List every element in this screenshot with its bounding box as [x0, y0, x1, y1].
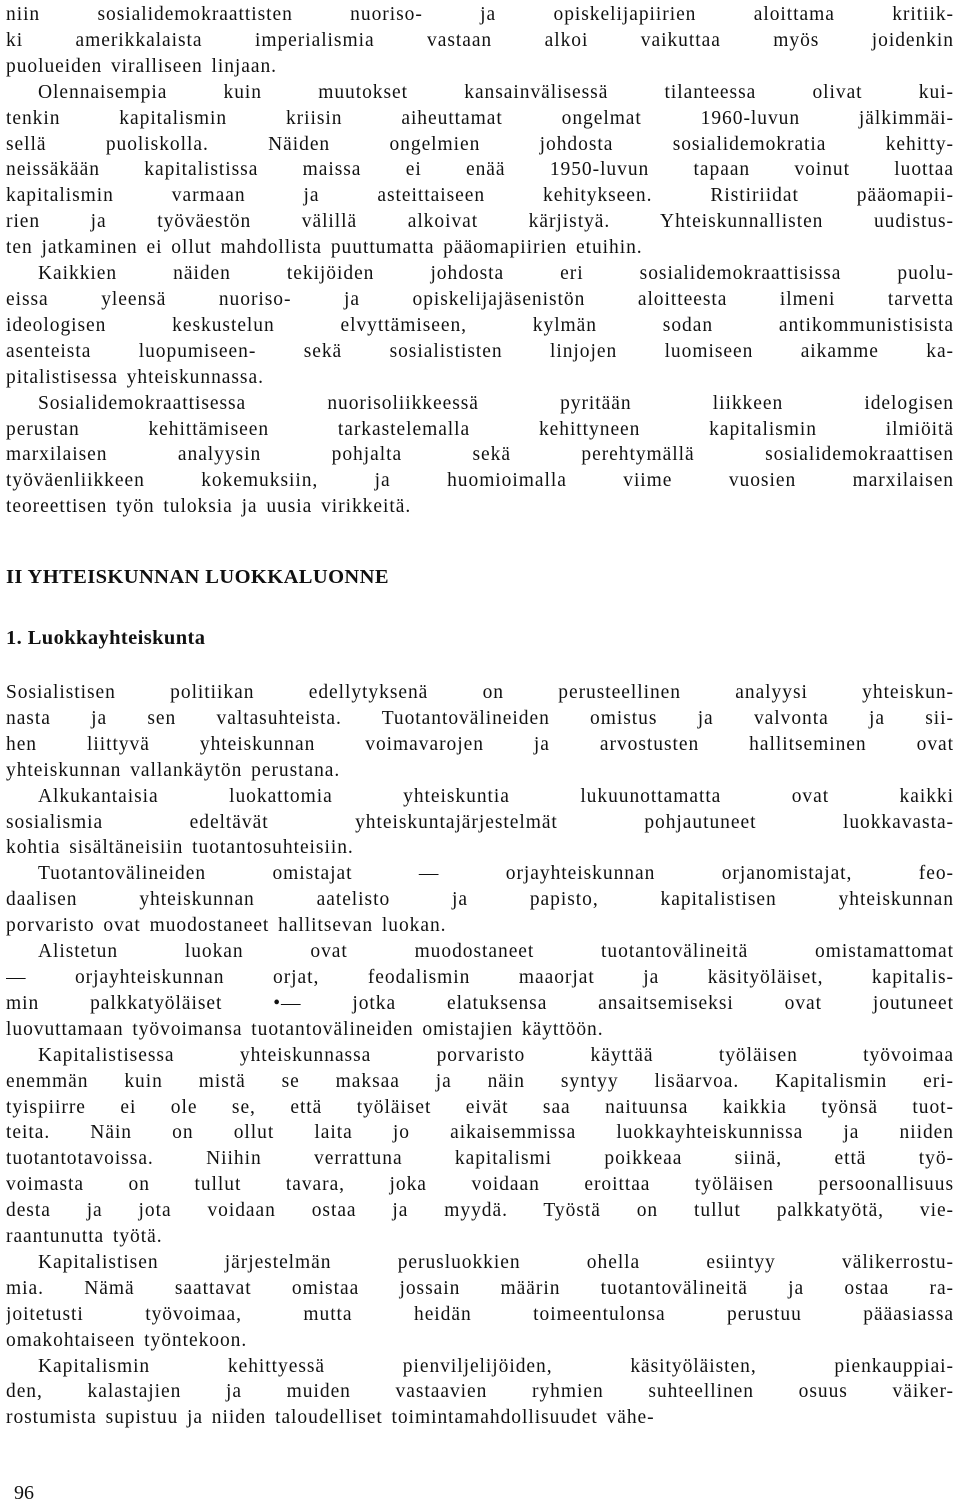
paragraph [6, 1354, 954, 1432]
text-line: tyispiirre ei ole se, että työläiset eivät saa naituunsa kaikkia työnsä tuot- [6, 1096, 954, 1118]
text-line: daalisen yhteiskunnan aatelisto ja papisto, kapitalistisen yhteiskunnan [6, 889, 954, 911]
text-line: hen liittyvä yhteiskunnan voimavarojen ja arvostusten hallitseminen ovat [6, 733, 954, 755]
text-line: Olennaisempia kuin muutokset kansainvälisessä tilanteessa olivat kui- [38, 81, 954, 103]
text-line: teita. Näin on ollut laita jo aikaisemmissa luokkayhteiskunnissa ja niiden [6, 1122, 954, 1144]
top-text-block [6, 2, 954, 520]
text-line: eissa yleensä nuoriso- ja opiskelijajäsenistön aloitteesta ilmeni tarvetta [6, 288, 954, 310]
text-line: asenteista luopumiseen- sekä sosialististen linjojen luomiseen aikamme ka- [6, 340, 954, 362]
text-line: — orjayhteiskunnan orjat, feodalismin maaorjat ja käsityöläiset, kapitalis- [6, 966, 954, 988]
text-line: Sosialidemokraattisessa nuorisoliikkeessä pyritään liikkeen idelogisen [38, 392, 954, 414]
text-line: min palkkatyöläiset •— jotka elatuksensa ansaitsemiseksi ovat joutuneet [6, 992, 954, 1014]
text-line: Kapitalismin kehittyessä pienviljelijöiden, käsityöläisten, pienkauppiai- [38, 1355, 954, 1377]
text-line: tuotantotavoissa. Niihin verrattuna kapitalismi poikkeaa siinä, että työ- [6, 1148, 954, 1170]
text-line: rostumista supistuu ja niiden taloudelliset toimintamahdollisuudet vähe- [6, 1407, 655, 1429]
text-line: niin sosialidemokraattisten nuoriso- ja opiskelijapiirien aloittama kritiik- [6, 4, 954, 25]
text-line: nasta ja sen valtasuhteista. Tuotantovälineiden omistus ja valvonta ja sii- [6, 707, 954, 729]
paragraph [6, 1250, 954, 1354]
subsection-heading: 1. Luokkayhteiskunta [6, 627, 206, 649]
text-line: Tuotantovälineiden omistajat — orjayhteiskunnan orjanomistajat, feo- [38, 863, 954, 885]
text-line: ideologisen keskustelun elvyttämiseen, kylmän sodan antikommunistisista [6, 314, 954, 336]
text-line: rien ja työväestön välillä alkoivat kärjistyä. Yhteiskunnallisten uudistus- [6, 211, 954, 233]
text-line: Alkukantaisia luokattomia yhteiskuntia lukuunottamatta ovat kaikki [38, 785, 954, 807]
text-line: Kapitalistisen järjestelmän perusluokkien ohella esiintyy välikerrostu- [38, 1251, 954, 1273]
text-line: ki amerikkalaista imperialismia vastaan alkoi vaikuttaa myös joidenkin [6, 29, 954, 51]
paragraph [6, 680, 954, 784]
paragraph [6, 784, 954, 862]
paragraph [6, 80, 954, 261]
text-line: teoreettisen työn tuloksia ja uusia virikkeitä. [6, 496, 412, 518]
text-line: den, kalastajien ja muiden vastaavien ryhmien suhteellinen osuus väiker- [6, 1381, 954, 1403]
text-line: kapitalismin varmaan ja asteittaiseen kehitykseen. Ristiriidat pääomapii- [6, 185, 954, 207]
text-line: luovuttamaan työvoimansa tuotantovälineiden omistajien käyttöön. [6, 1018, 604, 1040]
text-line: työväenliikkeen kokemuksiin, ja huomioimalla viime vuosien marxilaisen [6, 470, 954, 492]
paragraph [6, 2, 954, 80]
text-line: Sosialistisen politiikan edellytyksenä on perusteellinen analyysi yhteiskun- [6, 682, 954, 703]
text-line: Kapitalistisessa yhteiskunnassa porvaristo käyttää työläisen työvoimaa [38, 1044, 954, 1066]
paragraph [6, 391, 954, 521]
paragraph [6, 1043, 954, 1250]
text-line: desta ja jota voidaan ostaa ja myydä. Työstä on tullut palkkatyötä, vie- [6, 1200, 954, 1222]
text-line: porvaristo ovat muodostaneet hallitsevan luokan. [6, 915, 447, 937]
text-line: Alistetun luokan ovat muodostaneet tuotantovälineitä omistamattomat [38, 941, 954, 963]
text-line: raantunutta työtä. [6, 1226, 163, 1248]
text-line: sellä puoliskolla. Näiden ongelmien johdosta sosialidemokratia kehitty- [6, 133, 954, 155]
text-line: perustan kehittämiseen tarkastelemalla kehittyneen kapitalismin ilmiöitä [6, 418, 954, 440]
text-line: omakohtaiseen työntekoon. [6, 1329, 248, 1351]
paragraph [6, 939, 954, 1043]
text-line: neissäkään kapitalistissa maissa ei enää 1950-luvun tapaan voinut luottaa [6, 159, 954, 181]
paragraph [6, 261, 954, 391]
text-line: marxilaisen analyysin pohjalta sekä perehtymällä sosialidemokraattisen [6, 444, 954, 466]
text-line: pitalistisessa yhteiskunnassa. [6, 366, 264, 388]
text-line: sosialismia edeltävät yhteiskuntajärjestelmät pohjautuneet luokkavasta- [6, 811, 954, 833]
text-line: enemmän kuin mistä se maksaa ja näin syntyy lisäarvoa. Kapitalismin eri- [6, 1070, 954, 1092]
bottom-text-block [6, 680, 954, 1431]
text-line: yhteiskunnan vallankäytön perustana. [6, 759, 341, 781]
text-line: joitetusti työvoimaa, mutta heidän toimeentulonsa perustuu pääasiassa [6, 1303, 954, 1325]
page-number: 96 [14, 1482, 34, 1504]
text-line: kohtia sisältäneisiin tuotantosuhteisiin. [6, 837, 354, 859]
text-line: mia. Nämä saattavat omistaa jossain määrin tuotantovälineitä ja ostaa ra- [6, 1277, 954, 1299]
paragraph [6, 861, 954, 939]
text-line: ten jatkaminen ei ollut mahdollista puuttumatta pääomapiirien etuihin. [6, 237, 643, 259]
text-line: voimasta on tullut tavara, joka voidaan eroittaa työläisen persoonallisuus [6, 1174, 954, 1196]
text-line: puolueiden viralliseen linjaan. [6, 55, 278, 77]
text-line: tenkin kapitalismin kriisin aiheuttamat ongelmat 1960-luvun jälkimmäi- [6, 107, 954, 129]
section-heading: II YHTEISKUNNAN LUOKKALUONNE [6, 566, 389, 588]
text-line: Kaikkien näiden tekijöiden johdosta eri sosialidemokraattisissa puolu- [38, 263, 954, 285]
document-page [6, 0, 954, 1509]
